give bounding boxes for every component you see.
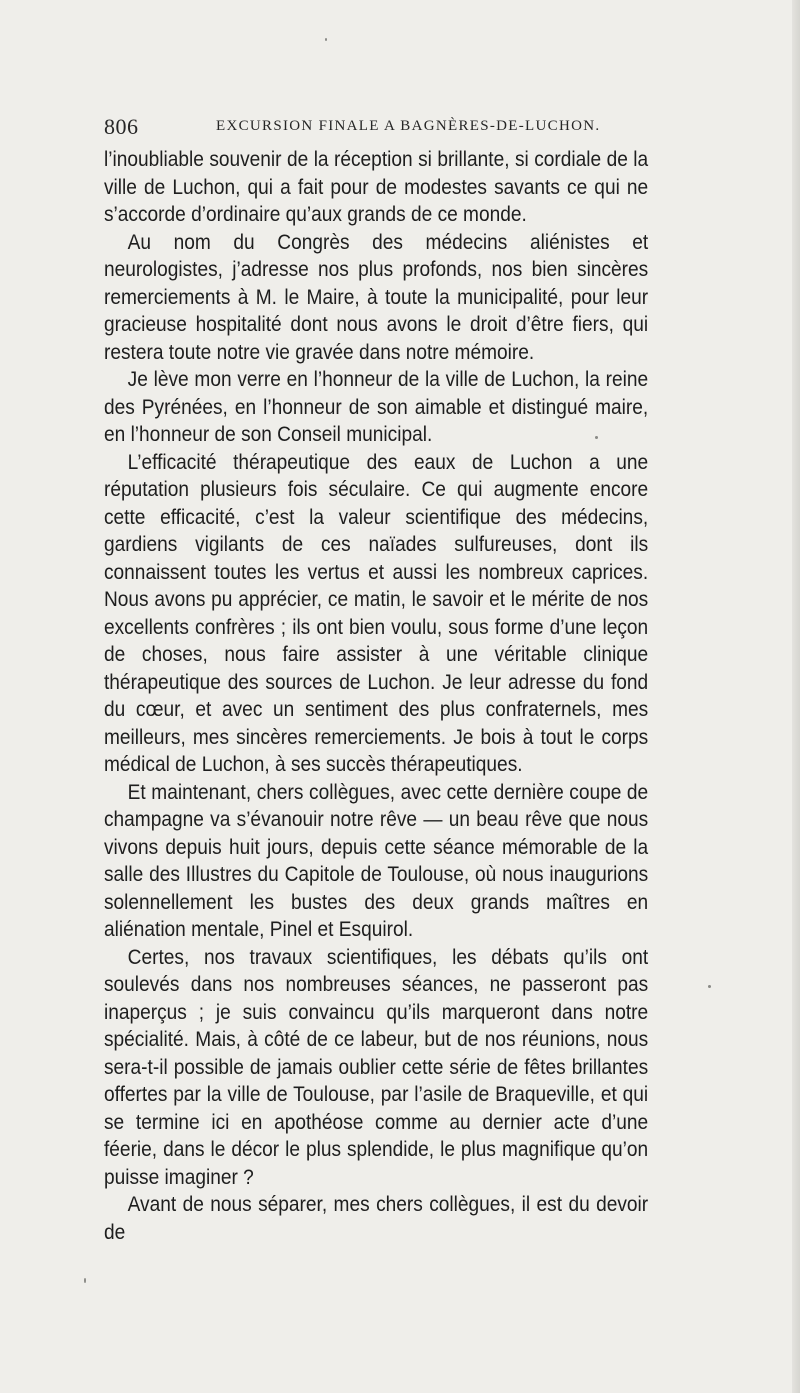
paragraph: Je lève mon verre en l’honneur de la ville de Luchon, la reine des Pyrénées, en l’honneur de son aimable et distingué maire, en l’honneur de son Conseil municipal.: [104, 368, 649, 446]
paper-speck: [84, 1278, 86, 1283]
paragraph: L’efficacité thérapeutique des eaux de Luchon a une réputation plusieurs fois séculaire. Ce qui augmente encore cette efficacité, c’est la valeur scientifique des médecins, gardiens vigilants de ces naïades sulfureuses, dont ils connaissent toutes les vertus et aussi les nombreux caprices. Nous avons pu apprécier, ce matin, le savoir et le mérite de nos excellents confrères ; ils ont bien voulu, sous forme d’une leçon de choses, nous faire assister à une véritable clinique thérapeutique des sources de Luchon. Je leur adresse du fond du cœur, et avec un sentiment des plus confraternels, mes meilleurs, mes sincères remerciements. Je bois à tout le corps médical de Luchon, à ses succès thérapeutiques.: [104, 450, 649, 776]
paragraph: Et maintenant, chers collègues, avec cette dernière coupe de champagne va s’évanouir notre rêve — un beau rêve que nous vivons depuis huit jours, depuis cette séance mémorable de la salle des Illustres du Capitole de Toulouse, où nous inaugurions solennellement les bustes des deux grands maîtres en aliénation mentale, Pinel et Esquirol.: [104, 780, 649, 941]
paper-speck: [595, 436, 598, 439]
page-number: 806: [104, 114, 139, 139]
paragraph: Au nom du Congrès des médecins aliénistes et neurologistes, j’adresse nos plus profonds, nos bien sincères remerciements à M. le Maire, à toute la municipalité, pour leur gracieuse hospitalité dont nous avons le droit d’être fiers, qui restera toute notre vie gravée dans notre mémoire.: [104, 230, 649, 364]
running-title: EXCURSION FINALE A BAGNÈRES-DE-LUCHON.: [216, 118, 601, 134]
paper-speck: [325, 38, 327, 41]
paragraph: l’inoubliable souvenir de la réception si brillante, si cordiale de la ville de Luchon, qui a fait pour de modestes savants ce qui ne s’accorde d’ordinaire qu’aux grands de ce monde.: [104, 148, 649, 226]
paragraph: Avant de nous séparer, mes chers collègues, il est du devoir de: [104, 1193, 649, 1244]
paper-speck: [708, 985, 711, 988]
page-edge: [792, 0, 800, 1393]
paragraph: Certes, nos travaux scientifiques, les débats qu’ils ont soulevés dans nos nombreuses séances, ne passeront pas inaperçus ; je suis convaincu qu’ils marqueront dans notre spécialité. Mais, à côté de ce labeur, but de nos réunions, nous sera-t-il possible de jamais oublier cette série de fêtes brillantes offertes par la ville de Toulouse, par l’asile de Braqueville, et qui se termine ici en apothéose comme au dernier acte d’une féerie, dans le décor le plus splendide, le plus magnifique qu’on puisse imaginer ?: [104, 945, 649, 1189]
body-text: [104, 146, 648, 1246]
page-header: [104, 114, 700, 144]
